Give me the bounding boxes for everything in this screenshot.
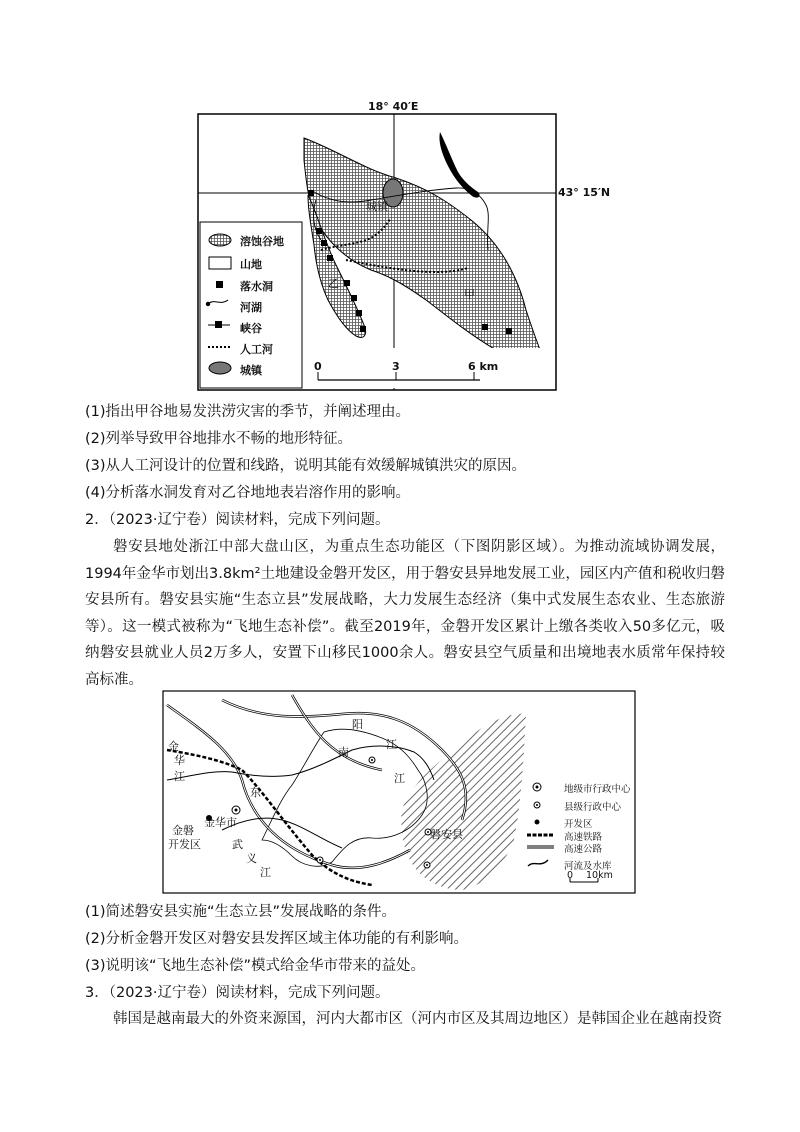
legend-label: 人工河 xyxy=(240,343,273,356)
place-jia: 甲 xyxy=(464,288,475,301)
scale-tick: 3 xyxy=(392,360,400,373)
legend-label: 河流及水库 xyxy=(564,861,612,872)
question-header: 3．（2023·辽宁卷）阅读材料，完成下列问题。 xyxy=(85,985,390,1001)
legend-label: 山地 xyxy=(240,258,262,271)
material-paragraph: 韩国是越南最大的外资来源国，河内大都市区（河内市区及其周边地区）是韩国企业在越南投资 xyxy=(113,1011,722,1027)
scale-tick: 6 km xyxy=(468,360,499,373)
place-yi: 乙 xyxy=(328,277,339,290)
question-text: (2)分析金磐开发区对磐安县发挥区域主体功能的有利影响。 xyxy=(85,931,469,947)
legend-label: 落水洞 xyxy=(240,280,273,293)
map-label: 南 xyxy=(338,746,349,759)
latitude-label: 43° 15′N xyxy=(558,186,611,199)
map-label: 开发区 xyxy=(168,838,201,851)
county-marker xyxy=(369,757,375,763)
legend-label: 地级市行政中心 xyxy=(564,784,631,795)
question-header: 2．（2023·辽宁卷）阅读材料，完成下列问题。 xyxy=(85,512,390,528)
legend-label: 高速公路 xyxy=(564,844,603,855)
legend-label: 城镇 xyxy=(240,364,262,377)
question-text: (4)分析落水洞发育对乙谷地地表岩溶作用的影响。 xyxy=(85,485,411,501)
map-label: 江 xyxy=(174,770,185,783)
map-label: 武 xyxy=(232,838,243,851)
map-label: 磐安县 xyxy=(430,828,463,841)
question-text: (1)指出甲谷地易发洪涝灾害的季节，并阐述理由。 xyxy=(85,404,411,420)
jinhua-city-marker xyxy=(232,806,240,814)
question-text: (2)列举导致甲谷地排水不畅的地形特征。 xyxy=(85,431,353,447)
map-label: 江 xyxy=(386,738,397,751)
map-label: 金华市 xyxy=(204,816,237,829)
question-text: (3)说明该“飞地生态补偿”模式给金华市带来的益处。 xyxy=(85,958,426,974)
scale-tick: 0 xyxy=(567,870,574,881)
map-label: 江 xyxy=(260,866,271,879)
legend-label: 县级行政中心 xyxy=(564,802,622,813)
map-label: 阳 xyxy=(352,718,363,731)
legend-label: 高速铁路 xyxy=(564,832,603,843)
map-label: 义 xyxy=(246,852,257,865)
karst-map xyxy=(196,100,611,394)
question-text: (3)从人工河设计的位置和线路，说明其能有效缓解城镇洪灾的原因。 xyxy=(85,458,527,474)
scale-tick: 0 xyxy=(314,360,322,373)
legend-label: 溶蚀谷地 xyxy=(240,235,284,248)
material-paragraph: 磐安县地处浙江中部大盘山区，为重点生态功能区（下图阴影区域）。为推动流域协调发展，1994年金华市划出3.8km²土地建设金磐开发区，用于磐安县异地发展工业，园区内产值和税收归磐安县所有。磐安县实施“生态立县”发展战略，大力发展生态经济（集中式发展生态农业、生态旅游等）。这一模式被称为“飞地生态补偿”。截至2019年，金磐开发区累计上缴各类收入50多亿元，吸纳磐安县就业人员2万多人，安置下山移民1000余人。磐安县空气质量和出境地表水质常年保持较高标准。 xyxy=(85,539,725,688)
map-label: 东 xyxy=(250,786,261,799)
legend-label: 河湖 xyxy=(240,301,262,314)
map-label: 金 xyxy=(168,740,179,753)
map-label: 江 xyxy=(394,772,405,785)
scale-tick: 10km xyxy=(586,870,613,881)
legend-label: 峡谷 xyxy=(240,322,262,335)
panan-map xyxy=(162,690,636,894)
county-marker xyxy=(317,857,323,863)
town-label: 城镇 xyxy=(366,200,388,213)
legend-label: 开发区 xyxy=(564,819,593,830)
longitude-label: 18° 40′E xyxy=(368,100,419,113)
question-text: (1)简述磐安县实施“生态立县”发展战略的条件。 xyxy=(85,904,397,920)
county-marker xyxy=(424,862,430,868)
valley-jia xyxy=(304,138,552,376)
map-label: 金磐 xyxy=(172,824,194,837)
map-label: 华 xyxy=(174,754,185,767)
